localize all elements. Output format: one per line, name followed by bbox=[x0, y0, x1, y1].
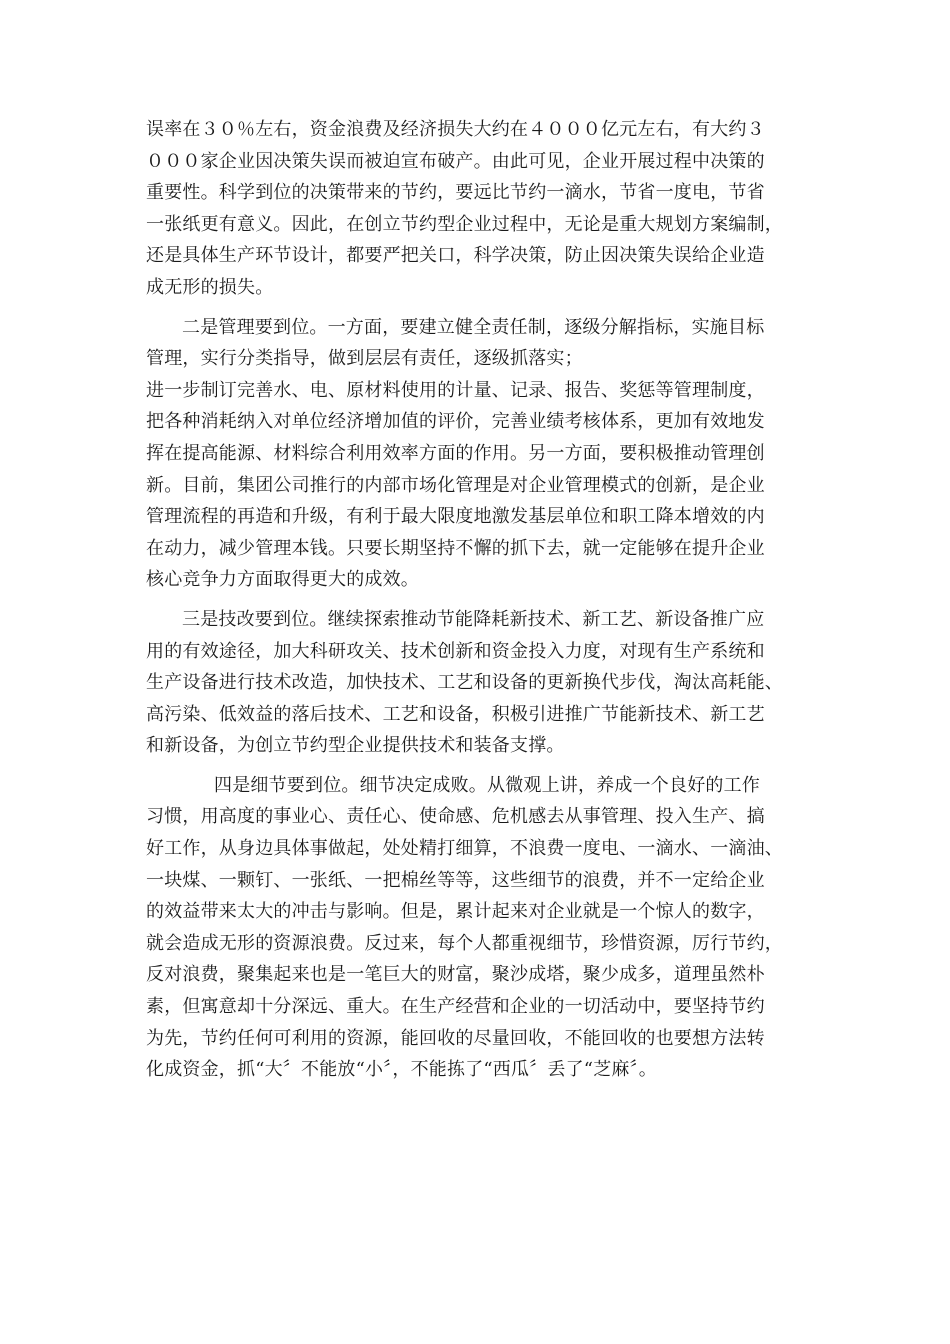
paragraph-gap bbox=[146, 596, 816, 604]
text-line: 化成资金，抓“大〞不能放“小〞，不能拣了“西瓜〞丢了“芝麻〞。 bbox=[146, 1059, 658, 1081]
text-line: 还是具体生产环节设计，都要严把关口，科学决策，防止因决策失误给企业造 bbox=[146, 245, 765, 267]
text-line: 挥在提高能源、材料综合利用效率方面的作用。另一方面，要积极推动管理创 bbox=[146, 442, 765, 464]
text-line: 一块煤、一颗钉、一张纸、一把棉丝等等，这些细节的浪费，并不一定给企业 bbox=[146, 869, 765, 891]
paragraph-gap bbox=[146, 304, 816, 312]
text-line: 管理，实行分类指导，做到层层有责任，逐级抓落实； bbox=[146, 348, 583, 370]
text-line: ０００家企业因决策失误而被迫宣布破产。由此可见，企业开展过程中决策的 bbox=[146, 150, 765, 172]
text-line: 反对浪费，聚集起来也是一笔巨大的财富，聚沙成塔，聚少成多，道理虽然朴 bbox=[146, 964, 765, 986]
text-line: 三是技改要到位。继续探索推动节能降耗新技术、新工艺、新设备推广应 bbox=[182, 608, 765, 630]
paragraph-management bbox=[146, 312, 816, 596]
text-line: 高污染、低效益的落后技术、工艺和设备，积极引进推广节能新技术、新工艺 bbox=[146, 703, 765, 725]
text-line: 四是细节要到位。细节决定成败。从微观上讲，养成一个良好的工作 bbox=[214, 774, 760, 796]
text-line: 的效益带来太大的冲击与影响。但是，累计起来对企业就是一个惊人的数字， bbox=[146, 901, 765, 923]
text-line: 成无形的损失。 bbox=[146, 276, 274, 298]
text-line: 管理流程的再造和升级，有利于最大限度地激发基层单位和职工降本增效的内 bbox=[146, 506, 765, 528]
text-line: 一张纸更有意义。因此，在创立节约型企业过程中，无论是重大规划方案编制， bbox=[146, 213, 783, 235]
text-line: 和新设备，为创立节约型企业提供技术和装备支撑。 bbox=[146, 735, 565, 757]
text-line: 把各种消耗纳入对单位经济增加值的评价，完善业绩考核体系，更加有效地发 bbox=[146, 411, 765, 433]
text-line: 误率在３０％左右，资金浪费及经济损失大约在４０００亿元左右，有大约３ bbox=[146, 119, 765, 140]
paragraph-gap bbox=[146, 762, 816, 770]
paragraph-tech-upgrade bbox=[146, 604, 816, 762]
text-line: 在动力，减少管理本钱。只要长期坚持不懈的抓下去，就一定能够在提升企业 bbox=[146, 537, 765, 559]
text-line: 习惯，用高度的事业心、责任心、使命感、危机感去从事管理、投入生产、搞 bbox=[146, 806, 765, 828]
text-line: 进一步制订完善水、电、原材料使用的计量、记录、报告、奖惩等管理制度， bbox=[146, 379, 765, 401]
paragraph-details bbox=[146, 770, 816, 1086]
text-line: 重要性。科学到位的决策带来的节约，要远比节约一滴水，节省一度电，节省 bbox=[146, 182, 765, 204]
paragraph-decision bbox=[146, 114, 816, 304]
text-line: 为先，节约任何可利用的资源，能回收的尽量回收，不能回收的也要想方法转 bbox=[146, 1027, 765, 1049]
document-body bbox=[146, 114, 816, 1086]
text-line: 好工作，从身边具体事做起，处处精打细算，不浪费一度电、一滴水、一滴油、 bbox=[146, 838, 783, 860]
text-line: 生产设备进行技术改造，加快技术、工艺和设备的更新换代步伐，淘汰高耗能、 bbox=[146, 672, 783, 694]
text-line: 用的有效途径，加大科研攻关、技术创新和资金投入力度，对现有生产系统和 bbox=[146, 640, 765, 662]
text-line: 二是管理要到位。一方面，要建立健全责任制，逐级分解指标，实施目标 bbox=[182, 316, 765, 338]
text-line: 就会造成无形的资源浪费。反过来，每个人都重视细节，珍惜资源，厉行节约， bbox=[146, 932, 783, 954]
text-line: 素，但寓意却十分深远、重大。在生产经营和企业的一切活动中，要坚持节约 bbox=[146, 996, 765, 1018]
text-line: 核心竞争力方面取得更大的成效。 bbox=[146, 569, 419, 591]
text-line: 新。目前，集团公司推行的内部市场化管理是对企业管理模式的创新，是企业 bbox=[146, 474, 765, 496]
